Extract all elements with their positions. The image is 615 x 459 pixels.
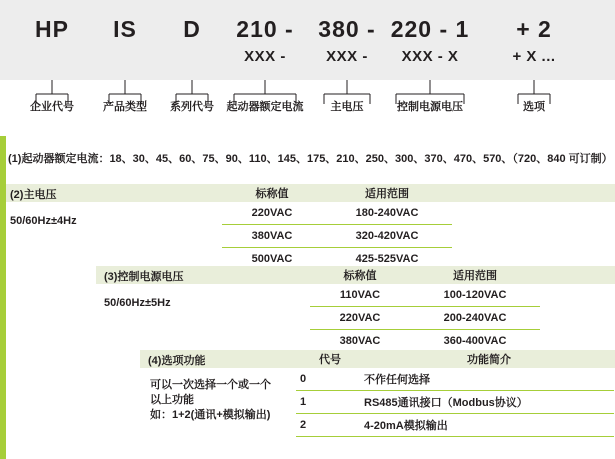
header-range: 适用范围 xyxy=(322,184,452,202)
label-company: 企业代号 xyxy=(30,101,74,113)
section-rated-current-text: (1)起动器额定电流：18、30、45、60、75、90、110、145、175、210、250、300、370、470、570、（720、840 可订制） xyxy=(8,153,613,165)
cell-range: 425-525VAC xyxy=(322,248,452,271)
product-code-banner xyxy=(0,0,615,80)
code-company: HP xyxy=(35,15,69,42)
cell-range: 180-240VAC xyxy=(322,202,452,225)
cell-range: 320-420VAC xyxy=(322,225,452,248)
code-sub-option: + X ... xyxy=(512,47,556,65)
label-option: 选项 xyxy=(523,101,545,113)
section-main-voltage-frequency: 50/60Hz±4Hz xyxy=(10,215,77,227)
code-sub-control-voltage: XXX - X xyxy=(401,47,459,65)
table-row xyxy=(310,307,540,330)
code-option: + 2 xyxy=(516,15,552,42)
table-row xyxy=(296,368,614,391)
table-header-row xyxy=(222,184,452,202)
code-sub-rated-current: XXX - xyxy=(244,47,286,65)
cell-range: 200-240VAC xyxy=(410,307,540,330)
header-nominal: 标称值 xyxy=(310,266,410,284)
cell-code: 1 xyxy=(296,391,360,414)
cell-function: RS485通讯接口（Modbus协议） xyxy=(360,391,614,414)
cell-nominal: 220VAC xyxy=(222,202,322,225)
options-note-line-1: 可以一次选择一个或一个 xyxy=(150,379,271,391)
table-header-row xyxy=(296,350,614,368)
label-control-voltage: 控制电源电压 xyxy=(397,101,463,113)
section-options-title: (4)选项功能 xyxy=(148,355,206,367)
table-header-row xyxy=(310,266,540,284)
header-range: 适用范围 xyxy=(410,266,540,284)
code-sub-row xyxy=(0,46,615,66)
cell-nominal: 380VAC xyxy=(310,330,410,353)
label-series: 系列代号 xyxy=(170,101,214,113)
cell-code: 0 xyxy=(296,368,360,391)
label-product-type: 产品类型 xyxy=(103,101,147,113)
code-control-voltage: 220 - 1 xyxy=(390,15,470,42)
code-series: D xyxy=(183,15,201,42)
section-options-note xyxy=(150,378,290,423)
table-row xyxy=(310,284,540,307)
header-function: 功能简介 xyxy=(360,350,614,368)
cell-range: 100-120VAC xyxy=(410,284,540,307)
options-table xyxy=(296,350,614,437)
cell-nominal: 380VAC xyxy=(222,225,322,248)
control-voltage-table xyxy=(310,266,540,353)
code-main-row xyxy=(0,14,615,44)
table-row xyxy=(296,391,614,414)
section-main-voltage-title: (2)主电压 xyxy=(10,189,57,201)
cell-function: 4-20mA模拟输出 xyxy=(360,414,614,437)
header-nominal: 标称值 xyxy=(222,184,322,202)
main-voltage-table xyxy=(222,184,452,271)
label-rated-current: 起动器额定电流 xyxy=(226,101,304,113)
label-main-voltage: 主电压 xyxy=(330,101,364,113)
options-note-line-2: 以上功能 xyxy=(150,394,194,406)
code-product-type: IS xyxy=(113,15,137,42)
table-row xyxy=(222,225,452,248)
code-rated-current: 210 - xyxy=(236,15,294,42)
cell-nominal: 220VAC xyxy=(310,307,410,330)
table-row xyxy=(222,202,452,225)
cell-function: 不作任何选择 xyxy=(360,368,614,391)
header-code: 代号 xyxy=(296,350,360,368)
section-control-voltage-title: (3)控制电源电压 xyxy=(104,271,184,283)
code-sub-main-voltage: XXX - xyxy=(326,47,368,65)
cell-range: 360-400VAC xyxy=(410,330,540,353)
cell-nominal: 500VAC xyxy=(222,248,322,271)
cell-code: 2 xyxy=(296,414,360,437)
connector-lines-top-icon xyxy=(0,66,615,80)
options-note-line-3: 如：1+2(通讯+模拟输出) xyxy=(150,409,271,421)
field-label-row xyxy=(0,98,615,118)
code-main-voltage: 380 - xyxy=(318,15,376,42)
section-control-voltage-frequency: 50/60Hz±5Hz xyxy=(104,297,171,309)
table-row xyxy=(296,414,614,437)
cell-nominal: 110VAC xyxy=(310,284,410,307)
